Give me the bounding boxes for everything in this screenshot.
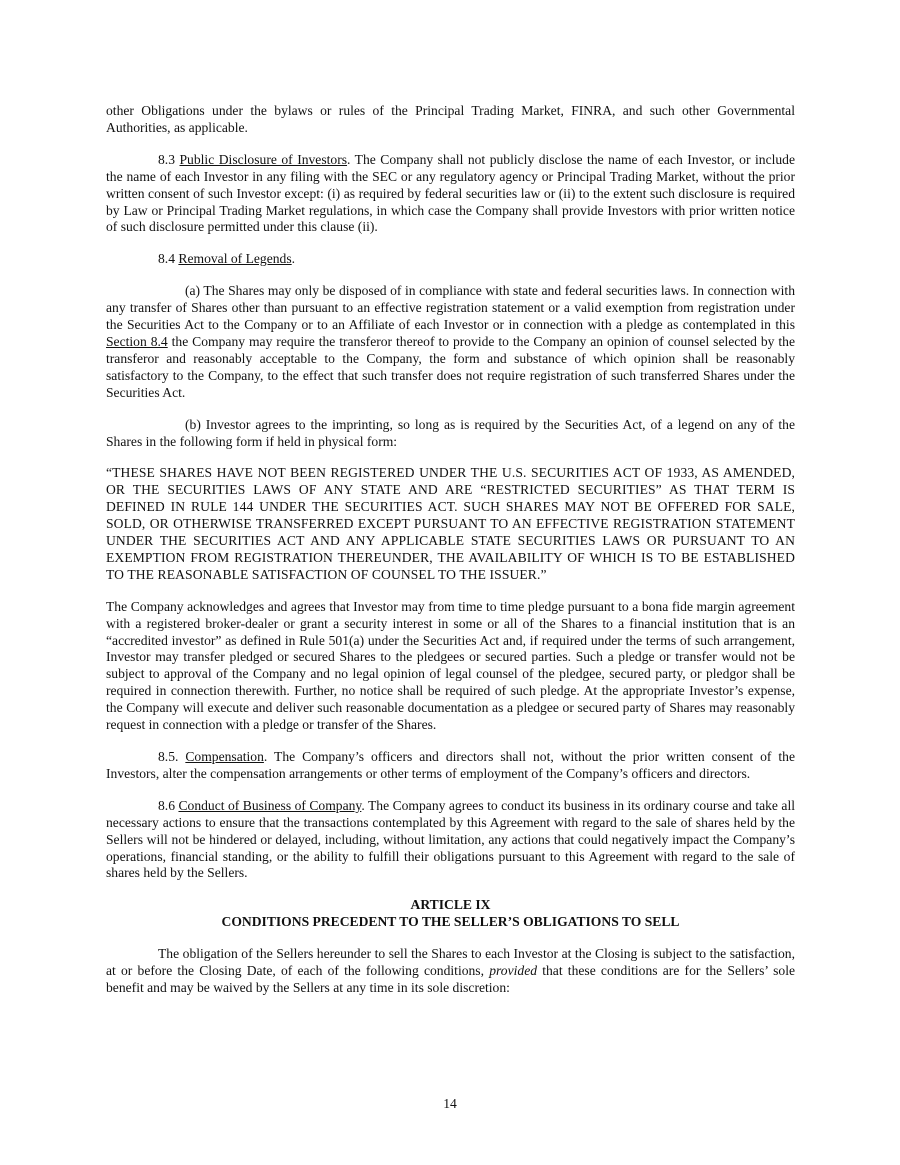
section-8-5	[106, 749, 795, 783]
closing-post: that these conditions are for the Sellers’ sole benefit and may be waived by the Sellers at any time in its sole discretion:	[106, 963, 795, 995]
section-8-4-end: .	[291, 251, 296, 267]
section-8-4-a-post: the Company may require the transferor thereof to provide to the Company an opinion of counsel selected by the transferor and reasonably acceptable to the Company, the form and substance of which opinion shall be reasonably satisfactory to the Company, to the effect that such transfer does not require registration of such transferred Shares under the Securities Act.	[106, 333, 795, 400]
restricted-legend: “THESE SHARES HAVE NOT BEEN REGISTERED UNDER THE U.S. SECURITIES ACT OF 1933, AS AMENDED, OR THE SECURITIES LAWS OF ANY STATE AND ARE “RESTRICTED SECURITIES” AS THAT TERM IS DEFINED IN RULE 144 UNDER THE SECURITIES ACT. SUCH SHARES MAY NOT BE OFFERED FOR SALE, SOLD, OR OTHERWISE TRANSFERRED EXCEPT PURSUANT TO AN EFFECTIVE REGISTRATION STATEMENT UNDER THE SECURITIES ACT AND ANY APPLICABLE STATE SECURITIES LAWS OR PURSUANT TO AN EXEMPTION FROM REGISTRATION THEREUNDER, THE AVAILABILITY OF WHICH IS TO BE ESTABLISHED TO THE REASONABLE SATISFACTION OF COUNSEL TO THE ISSUER.”	[106, 465, 795, 582]
article-number: ARTICLE IX	[410, 897, 491, 913]
closing-paragraph	[106, 946, 795, 997]
article-heading	[106, 897, 795, 931]
section-8-4-number: 8.4	[158, 251, 179, 267]
document-page	[106, 103, 795, 997]
section-8-4-b: (b) Investor agrees to the imprinting, so long as is required by the Securities Act, of a legend on any of the Shares in the following form if held in physical form:	[106, 416, 795, 449]
section-8-5-title: Compensation	[185, 749, 264, 764]
section-8-6	[106, 798, 795, 883]
section-8-6-title: Conduct of Business of Company	[178, 797, 362, 813]
section-8-4-link[interactable]: Section 8.4	[106, 333, 168, 349]
pledge-paragraph: The Company acknowledges and agrees that Investor may from time to time pledge pursuant to a bona fide margin agreement with a registered broker-dealer or grant a security interest in some or all of the Shares to a financial institution that is an “accredited investor” as defined in Rule 501(a) under the Securities Act and, if required under the terms of such arrangement, Investor may transfer pledged or secured Shares to the pledgees or secured parties. Such a pledge or transfer would not be subject to approval of the Company and no legal opinion of legal counsel of the pledgee, secured party, or pledgor shall be required in connection therewith. Further, no notice shall be required of such pledge. At the appropriate Investor’s expense, the Company will execute and deliver such reasonable documentation as a pledgee or secured party of Shares may reasonably request in connection with a pledge or transfer of the Shares.	[106, 598, 795, 733]
section-8-6-text: . The Company agrees to conduct its business in its ordinary course and take all necessary actions to ensure that the transactions contemplated by this Agreement with regard to the sale of shares held by the Sellers will not be hindered or delayed, including, without limitation, any actions that could negatively impact the Company’s operations, financial standing, or the ability to fulfill their obligations pursuant to this Agreement with regard to the sale of shares held by the Sellers.	[106, 797, 796, 881]
section-8-3-number: 8.3	[158, 151, 180, 167]
section-8-4-a-pre: (a) The Shares may only be disposed of in compliance with state and federal securities laws. In connection with any transfer of Shares other than pursuant to an effective registration statement or a valid exemption from registration under the Securities Act to the Company or to an Affiliate of each Investor or in connection with a pledge as contemplated in this	[106, 283, 795, 333]
continuation-paragraph: other Obligations under the bylaws or rules of the Principal Trading Market, FINRA, and such other Governmental Authorities, as applicable.	[106, 103, 795, 135]
section-8-4-a	[106, 283, 795, 401]
section-8-3	[106, 152, 795, 237]
page-number: 14	[443, 1096, 457, 1111]
section-8-5-text: . The Company’s officers and directors shall not, without the prior written consent of the Investors, alter the compensation arrangements or other terms of employment of the Company’s officers and directors.	[106, 749, 795, 781]
closing-pre: The obligation of the Sellers hereunder to sell the Shares to each Investor at the Closing is subject to the satisfaction, at or before the Closing Date, of each of the following conditions,	[106, 946, 795, 979]
section-8-5-number: 8.5.	[158, 749, 186, 764]
closing-emphasis: provided	[489, 963, 538, 979]
article-title: CONDITIONS PRECEDENT TO THE SELLER’S OBLIGATIONS TO SELL	[221, 914, 680, 930]
section-8-6-number: 8.6	[158, 797, 179, 813]
section-8-3-title: Public Disclosure of Investors	[179, 151, 348, 167]
section-8-3-text: . The Company shall not publicly disclose the name of each Investor, or include the name of each Investor in any filing with the SEC or any regulatory agency or Principal Trading Market, without the prior written consent of such Investor except: (i) as required by federal securities law or (ii) to the extent such disclosure is required by Law or Principal Trading Market regulations, in which case the Company shall provide Investors with prior written notice of such disclosure permitted under this clause (ii).	[106, 151, 796, 235]
section-8-4	[106, 251, 795, 268]
section-8-4-title: Removal of Legends	[178, 251, 292, 267]
